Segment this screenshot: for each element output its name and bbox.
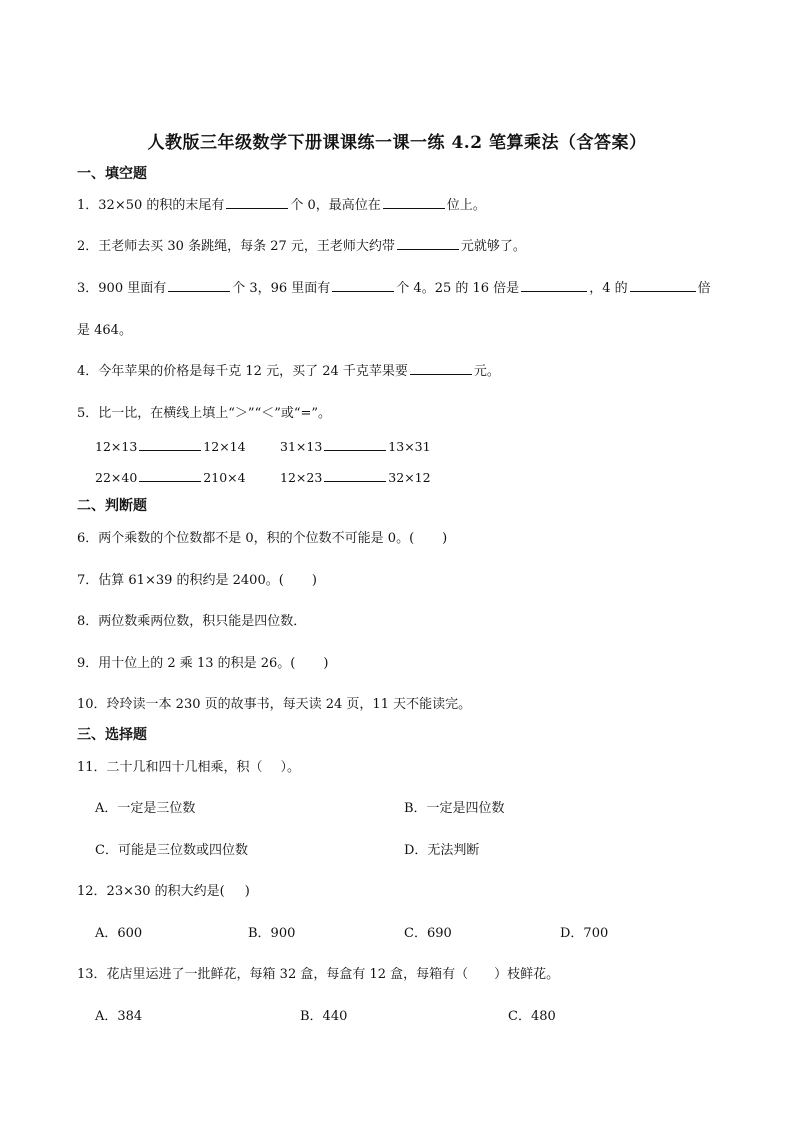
- q4-text-b: 元。: [473, 364, 500, 379]
- q13-stem: 13．花店里运进了一批鲜花，每箱 32 盒，每盒有 12 盒，每箱有（: [77, 967, 469, 982]
- q3-blank-3[interactable]: [521, 279, 587, 292]
- question-3-line-2: 是 464。: [77, 323, 132, 338]
- section-fill-blank: 一、填空题: [77, 166, 147, 182]
- q3-text-c: 个 4。25 的 16 倍是: [396, 281, 520, 296]
- q9-close-paren: ): [323, 656, 329, 671]
- q1-text-a: 1．32×50 的积的末尾有: [77, 198, 225, 213]
- q1-text-b: 个 0，最高位在: [290, 198, 381, 213]
- q5-r2b-right: 32×12: [388, 470, 431, 485]
- question-12: [77, 880, 250, 899]
- q13-option-a[interactable]: A．384: [95, 1009, 143, 1024]
- q5-r1a-right: 12×14: [203, 439, 246, 454]
- q3-text-e: 倍: [697, 281, 711, 296]
- q5-blank-3[interactable]: [139, 469, 201, 482]
- q11-option-c[interactable]: C．可能是三位数或四位数: [95, 843, 248, 858]
- q13-option-c[interactable]: C．480: [508, 1009, 556, 1024]
- q1-blank-2[interactable]: [383, 196, 445, 209]
- q1-text-c: 位上。: [446, 198, 486, 213]
- q4-blank-1[interactable]: [410, 362, 472, 375]
- q7-close-paren: ): [311, 573, 317, 588]
- q6-close-paren: ): [442, 531, 448, 546]
- question-7: [77, 569, 317, 588]
- q2-text-b: 元就够了。: [460, 239, 526, 254]
- q12-option-d[interactable]: D．700: [560, 926, 609, 941]
- q12-stem: 12．23×30 的积大约是(: [77, 884, 225, 899]
- q3-text-a: 3．900 里面有: [77, 281, 167, 296]
- q12-stem-end: ): [244, 884, 250, 899]
- question-8: 8．两位数乘两位数，积只能是四位数．: [77, 614, 307, 629]
- q5-r1b-left: 31×13: [280, 439, 323, 454]
- question-10: 10．玲玲读一本 230 页的故事书，每天读 24 页，11 天不能读完。: [77, 697, 472, 712]
- q11-stem: 11．二十几和四十几相乘，积（: [77, 760, 263, 775]
- q5-r2a-left: 22×40: [95, 470, 138, 485]
- q12-option-b[interactable]: B．900: [248, 926, 296, 941]
- q12-option-a[interactable]: A．600: [95, 926, 143, 941]
- q5-r1a-left: 12×13: [95, 439, 138, 454]
- q11-option-d[interactable]: D．无法判断: [404, 843, 480, 858]
- section-judge: 二、判断题: [77, 498, 147, 514]
- q11-stem-end: ）。: [280, 760, 301, 775]
- q4-text-a: 4．今年苹果的价格是每千克 12 元，买了 24 千克苹果要: [77, 364, 408, 379]
- q3-text-b: 个 3，96 里面有: [232, 281, 331, 296]
- q5-r2a-right: 210×4: [203, 470, 246, 485]
- question-4: [77, 360, 500, 379]
- q1-blank-1[interactable]: [226, 196, 288, 209]
- question-6: [77, 527, 447, 546]
- question-3: [77, 277, 711, 296]
- q5-r2b-left: 12×23: [280, 470, 323, 485]
- q13-option-b[interactable]: B．440: [300, 1009, 348, 1024]
- page-title: 人教版三年级数学下册课课练一课一练 4.2 笔算乘法（含答案）: [147, 133, 647, 153]
- q5-r1b-right: 13×31: [388, 439, 431, 454]
- q5-blank-4[interactable]: [324, 469, 386, 482]
- q2-blank-1[interactable]: [397, 237, 459, 250]
- q3-blank-2[interactable]: [332, 279, 394, 292]
- q5-blank-1[interactable]: [139, 438, 201, 451]
- question-13: [77, 963, 559, 982]
- q5-compare-2: [280, 438, 431, 454]
- q3-blank-1[interactable]: [168, 279, 230, 292]
- q7-text: 7．估算 61×39 的积约是 2400。(: [77, 573, 284, 588]
- q13-stem-end: ）枝鲜花。: [494, 967, 560, 982]
- q5-compare-1: [95, 438, 246, 454]
- q6-text: 6．两个乘数的个位数都不是 0，积的个位数不可能是 0。(: [77, 531, 415, 546]
- q5-compare-3: [95, 469, 246, 485]
- q2-text-a: 2．王老师去买 30 条跳绳，每条 27 元，王老师大约带: [77, 239, 395, 254]
- q5-compare-4: [280, 469, 431, 485]
- q11-option-a[interactable]: A．一定是三位数: [95, 801, 196, 816]
- question-1: [77, 194, 486, 213]
- question-2: [77, 235, 526, 254]
- q5-blank-2[interactable]: [324, 438, 386, 451]
- question-9: [77, 652, 328, 671]
- q12-option-c[interactable]: C．690: [404, 926, 452, 941]
- q3-blank-4[interactable]: [630, 279, 696, 292]
- q11-option-b[interactable]: B．一定是四位数: [404, 801, 505, 816]
- q3-text-d: ，4 的: [589, 281, 628, 296]
- question-11: [77, 756, 300, 775]
- question-5: 5．比一比，在横线上填上“＞”“＜”或“=”。: [77, 406, 332, 421]
- q9-text: 9．用十位上的 2 乘 13 的积是 26。(: [77, 656, 296, 671]
- section-choice: 三、选择题: [77, 727, 147, 743]
